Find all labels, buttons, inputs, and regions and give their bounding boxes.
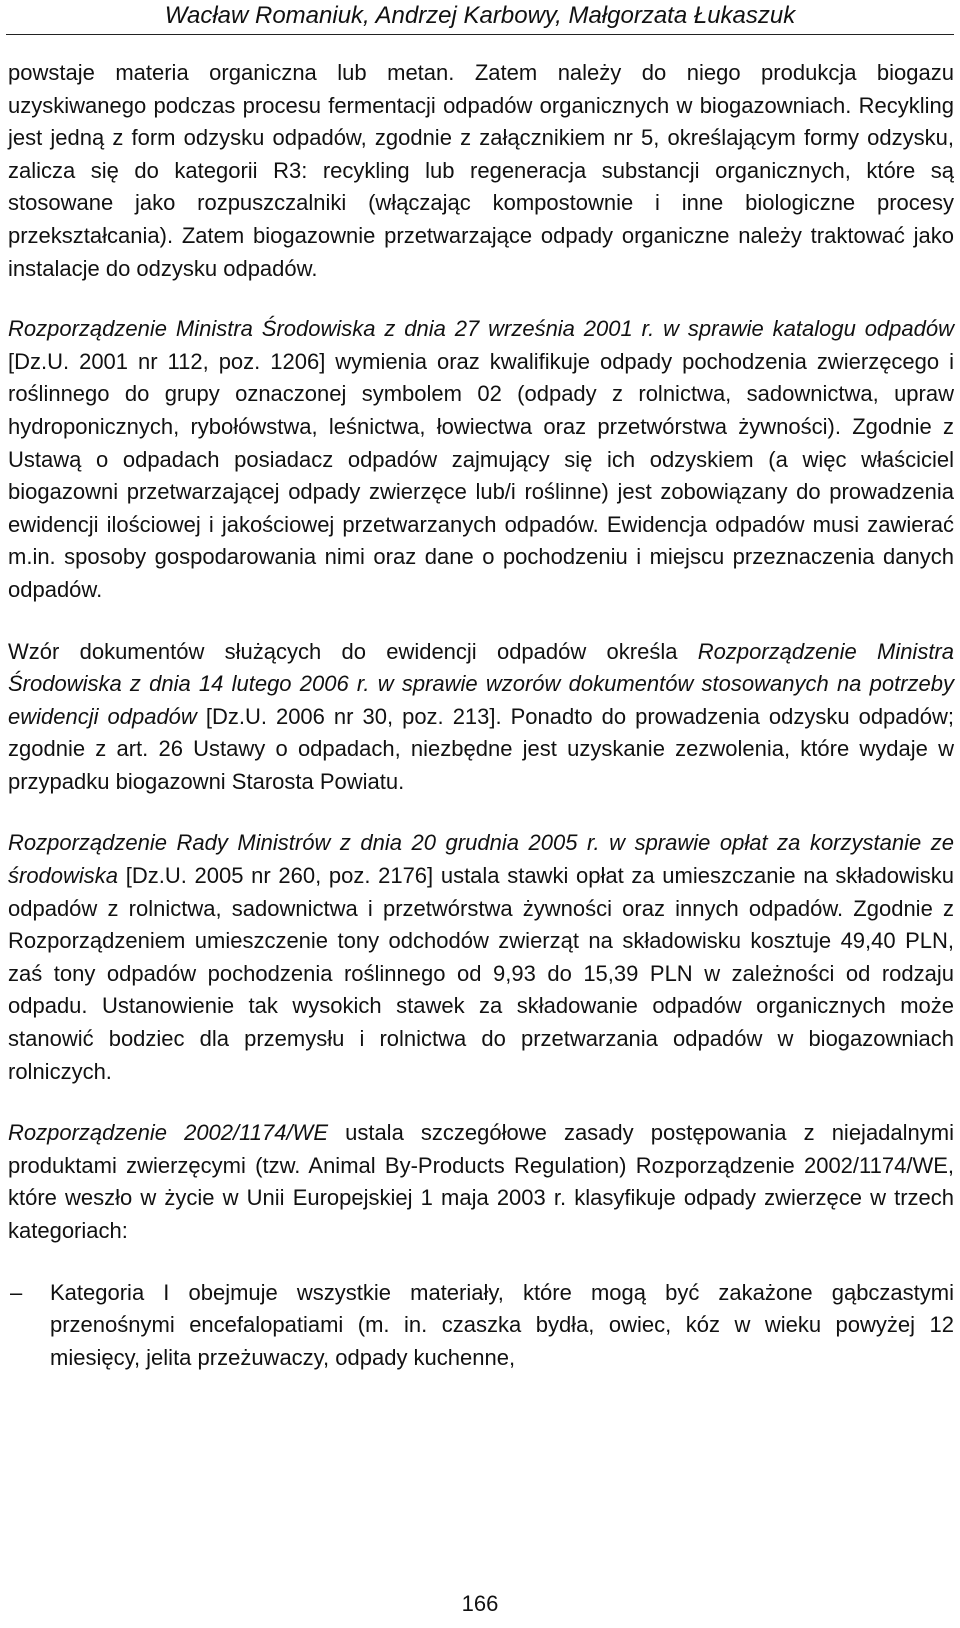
- paragraph-1: powstaje materia organiczna lub metan. Zatem należy do niego produkcja biogazu uzyskiwanego podczas procesu fermentacji odpadów organicznych w biogazowniach. Recykling jest jedną z form odzysku odpadów, zgodnie z załącznikiem nr 5, określającym formy odzysku, zalicza się do kategorii R3: recykling lub regeneracja substancji organicznych, które są stosowane jako rozpuszczalniki (włączając kompostownie i inne biologiczne procesy przekształcania). Zatem biogazownie przetwarzające odpady organiczne należy traktować jako instalacje do odzysku odpadów.: [8, 60, 954, 281]
- paragraph-4-text: [Dz.U. 2005 nr 260, poz. 2176] ustala stawki opłat za umieszczanie na składowisku odpadów z rolnictwa, sadownictwa i przetwórstwa żywności oraz innych odpadów. Zgodnie z Rozporządzeniem umieszczenie tony odchodów zwierząt na składowisku kosztuje 49,40 PLN, zaś tony odpadów pochodzenia roślinnego od 9,93 do 15,39 PLN w zależności od rodzaju odpadu. Ustanowienie tak wysokich stawek za składowanie odpadów organicznych może stanowić bodziec dla przemysłu i rolnictwa do przetwarzania odpadów w biogazowniach rolniczych.: [8, 863, 954, 1084]
- paragraph-2-text: [Dz.U. 2001 nr 112, poz. 1206] wymienia oraz kwalifikuje odpady pochodzenia zwierzęcego i roślinnego do grupy oznaczonej symbolem 02 (odpady z rolnictwa, sadownictwa, upraw hydroponicznych, rybołówstwa, leśnictwa, łowiectwa oraz przetwórstwa żywności). Zgodnie z Ustawą o odpadach posiadacz odpadów zajmujący się ich odzyskiem (a więc właściciel biogazowni przetwarzającej odpady zwierzęce lub/i roślinne) jest zobowiązany do prowadzenia ewidencji ilościowej i jakościowej przetwarzanych odpadów. Ewidencja odpadów musi zawierać m.in. sposoby gospodarowania nimi oraz dane o pochodzeniu i miejscu przeznaczenia danych odpadów.: [8, 348, 954, 602]
- citation-regulation-wzory-dokumentow: Rozporządzenie Ministra Środowiska z dnia 14 lutego 2006 r. w sprawie wzorów dokumentów stosowanych na potrzeby ewidencji odpadów: [8, 638, 954, 729]
- paragraph-3-lead: Wzór dokumentów służących do ewidencji odpadów określa: [8, 638, 698, 664]
- paragraph-4: [8, 827, 954, 1088]
- citation-regulation-katalog-odpadow: Rozporządzenie Ministra Środowiska z dnia 27 września 2001 r. w sprawie katalogu odpadów: [8, 316, 954, 342]
- category-list: [8, 1277, 954, 1375]
- citation-regulation-oplaty-srodowisko: Rozporządzenie Rady Ministrów z dnia 20 grudnia 2005 r. w sprawie opłat za korzystanie ze środowiska: [8, 830, 954, 889]
- page-number: 166: [461, 1591, 499, 1616]
- list-item: [8, 1277, 954, 1375]
- paragraph-5-text: ustala szczegółowe zasady postępowania z niejadalnymi produktami zwierzęcymi (tzw. Animal By-Products Regulation) Rozporządzenie 2002/1174/WE, które weszło w życie w Unii Europejskiej 1 maja 2003 r. klasyfikuje odpady zwierzęce w trzech kategoriach:: [8, 1120, 954, 1243]
- paragraph-5: [8, 1117, 954, 1247]
- header-divider: [6, 34, 954, 35]
- paragraph-2: [8, 313, 954, 606]
- dash-bullet: –: [10, 1279, 23, 1305]
- body-text: [8, 57, 954, 1374]
- list-item-text: Kategoria I obejmuje wszystkie materiały, które mogą być zakażone gąbczastymi przenośnymi encefalopatiami (m. in. czaszka bydła, owiec, kóz w wieku powyżej 12 miesięcy, jelita przeżuwaczy, odpady kuchenne,: [50, 1279, 954, 1370]
- paragraph-3-text: [Dz.U. 2006 nr 30, poz. 213]. Ponadto do prowadzenia odzysku odpadów; zgodnie z art. 26 Ustawy o odpadach, niezbędne jest uzyskanie zezwolenia, które wydaje w przypadku biogazowni Starosta Powiatu.: [8, 703, 955, 794]
- running-header-authors: Wacław Romaniuk, Andrzej Karbowy, Małgorzata Łukaszuk: [164, 2, 796, 29]
- paragraph-3: [8, 636, 954, 799]
- citation-regulation-2002-1174-we: Rozporządzenie 2002/1174/WE: [8, 1120, 328, 1146]
